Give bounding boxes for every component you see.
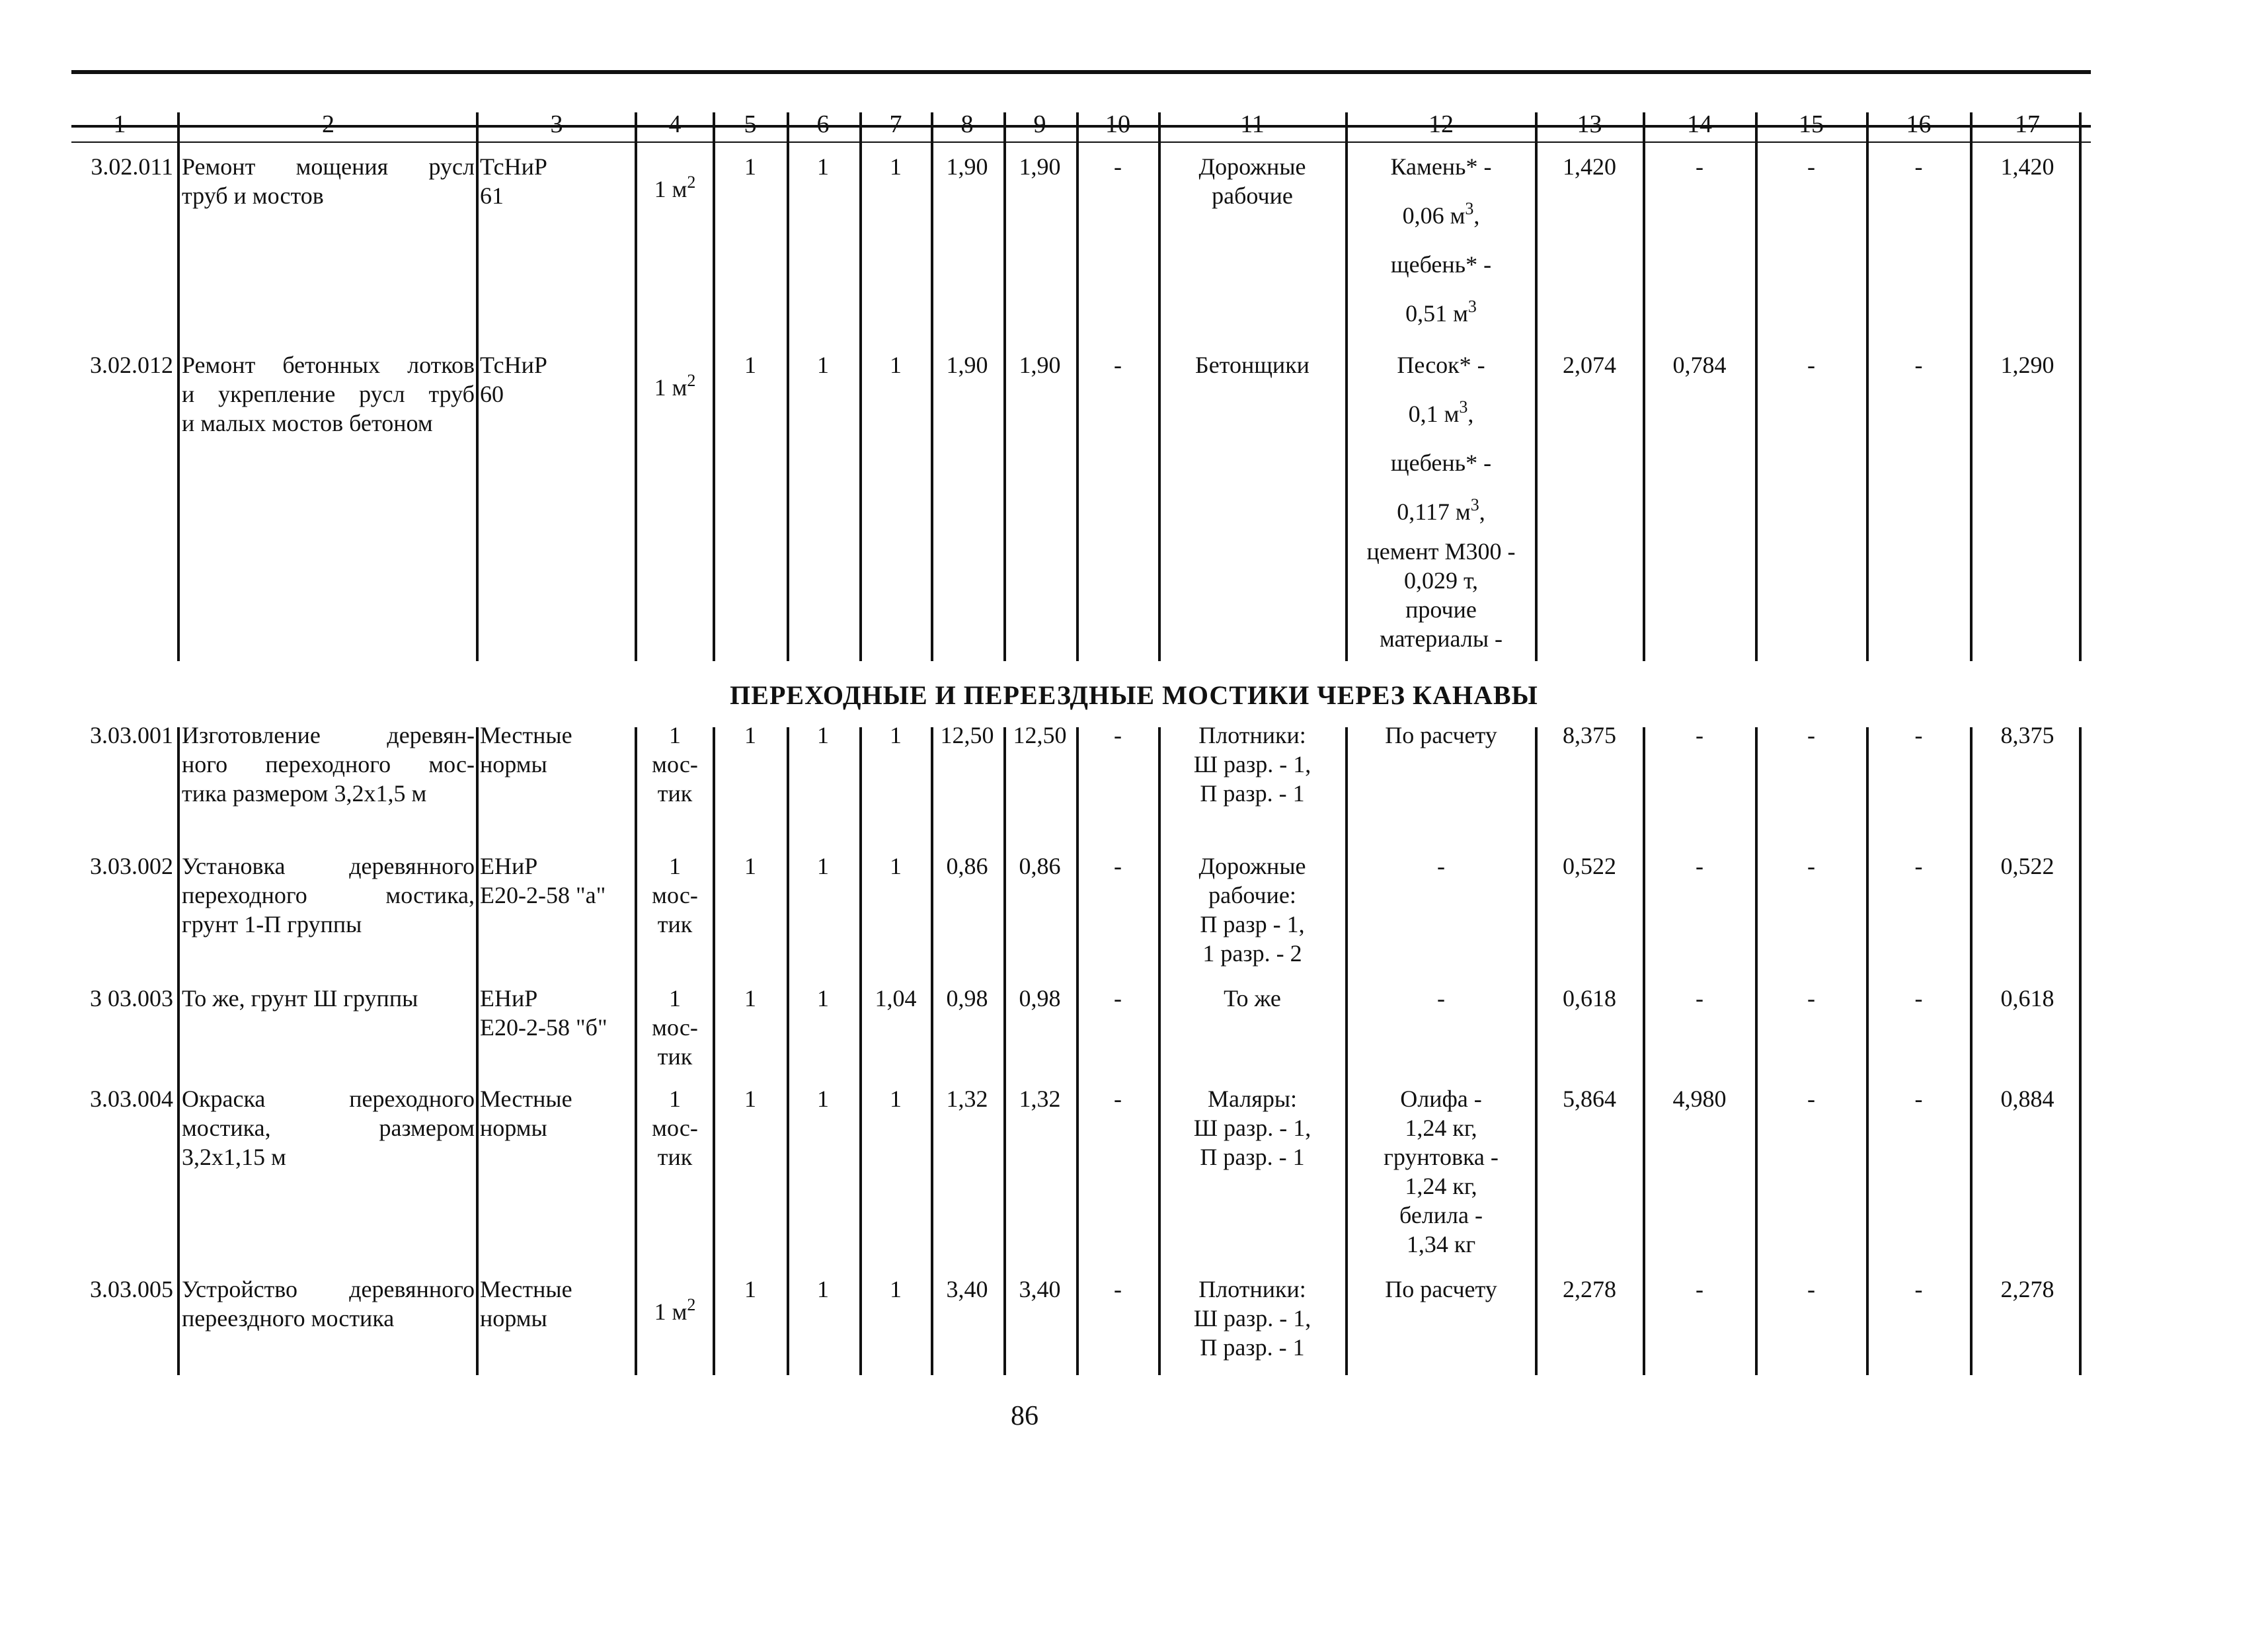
row-workers-line: рабочие: [1212, 182, 1293, 209]
superscript: 3: [1459, 397, 1468, 417]
row-basis-line: ТсНиР: [480, 352, 547, 378]
row-materials-line: 1,24 кг,: [1405, 1173, 1477, 1199]
row-value-c10: -: [1114, 1276, 1122, 1302]
row-value-c17: 0,884: [2000, 1086, 2054, 1112]
column-rule: [1535, 127, 1538, 661]
row-unit-line: мос-: [652, 1014, 698, 1041]
row-name-line: ного переходного мос-: [182, 751, 475, 777]
row-unit-line: мос-: [652, 751, 698, 777]
row-basis-line: ЕНиР: [480, 853, 538, 879]
row-materials-line: Камень* -: [1390, 153, 1492, 180]
row-value-c16: -: [1914, 1276, 1923, 1302]
column-rule: [177, 127, 180, 661]
row-materials-line: материалы -: [1380, 625, 1503, 652]
row-value-c8: 1,32: [946, 1086, 988, 1112]
row-unit-line: тик: [657, 1144, 693, 1170]
row-basis-line: Местные: [480, 722, 572, 748]
row-value-c13: 0,522: [1563, 853, 1616, 879]
row-materials-line: щебень* -: [1390, 251, 1492, 278]
row-materials-line: 0,029 т,: [1403, 567, 1479, 594]
header-cell: 12: [1428, 110, 1454, 138]
row-workers-line: П разр. - 1: [1200, 1334, 1305, 1361]
header-cell: 15: [1799, 110, 1824, 138]
header-cell: 6: [816, 110, 830, 138]
row-value-c16: -: [1914, 352, 1923, 378]
row-value-c15: -: [1807, 1086, 1815, 1112]
row-workers-line: Дорожные: [1198, 853, 1306, 879]
row-value-c8: 1,90: [946, 153, 988, 180]
row-unit-line: мос-: [652, 882, 698, 908]
row-materials-line: -: [1437, 985, 1445, 1012]
row-unit-line: 1: [669, 1086, 681, 1112]
column-rule: [1345, 127, 1348, 661]
row-value-c7: 1: [890, 722, 902, 748]
row-basis-line: Местные: [480, 1276, 572, 1302]
row-value-c10: -: [1114, 722, 1122, 748]
row-name-line: переходного мостика,: [182, 882, 475, 908]
row-value-c13: 1,420: [1563, 153, 1616, 180]
row-value-c6: 1: [817, 985, 829, 1012]
row-workers-line: Ш разр. - 1,: [1193, 1115, 1311, 1141]
header-cell: 7: [889, 110, 902, 138]
row-unit-line: мос-: [652, 1115, 698, 1141]
row-code: 3.03.005: [90, 1276, 173, 1302]
row-basis-line: ТсНиР: [480, 153, 547, 180]
column-rule: [1003, 127, 1006, 661]
row-name-line: Ремонт мощения русл: [182, 153, 475, 180]
column-rule: [177, 727, 180, 1375]
row-basis-line: 60: [480, 381, 504, 407]
row-unit-line: тик: [657, 780, 693, 807]
row-code: 3.03.001: [90, 722, 173, 748]
header-cell: 10: [1105, 110, 1130, 138]
row-value-c14: 4,980: [1672, 1086, 1727, 1112]
row-workers-line: Ш разр. - 1,: [1193, 1305, 1311, 1331]
row-value-c8: 1,90: [946, 352, 988, 378]
row-value-c10: -: [1114, 1086, 1122, 1112]
row-value-c5: 1: [744, 153, 756, 180]
header-cell: 11: [1240, 110, 1265, 138]
row-unit: 1 $м^2$: [654, 371, 696, 401]
table-top-rule: [71, 70, 2091, 74]
row-materials-line: 1,24 кг,: [1405, 1115, 1477, 1141]
row-materials-line: 0,117 $м^3$,: [1397, 495, 1485, 525]
row-code: 3.03.004: [90, 1086, 173, 1112]
row-value-c9: 1,90: [1019, 153, 1061, 180]
row-value-c14: -: [1696, 722, 1703, 748]
row-value-c16: -: [1914, 722, 1923, 748]
row-unit: 1 $м^2$: [654, 1295, 696, 1325]
row-value-c13: 2,074: [1563, 352, 1616, 378]
row-value-c6: 1: [817, 1086, 829, 1112]
row-value-c15: -: [1807, 352, 1815, 378]
row-materials-line: 0,06 $м^3$,: [1402, 199, 1480, 229]
row-materials-line: грунтовка -: [1384, 1144, 1499, 1170]
row-value-c8: 0,86: [946, 853, 988, 879]
column-rule: [713, 127, 715, 661]
column-rule: [1643, 127, 1645, 661]
row-value-c10: -: [1114, 985, 1122, 1012]
row-value-c5: 1: [744, 1086, 756, 1112]
row-value-c7: 1: [890, 1086, 902, 1112]
row-name-line: и укрепление русл труб: [182, 381, 475, 407]
row-name-line: Изготовление деревян-: [182, 722, 475, 748]
row-name-line: мостика, размером: [182, 1115, 475, 1141]
column-rule: [635, 727, 637, 1375]
row-value-c15: -: [1807, 1276, 1815, 1302]
row-materials-line: По расчету: [1385, 1276, 1497, 1302]
row-basis-line: Местные: [480, 1086, 572, 1112]
row-unit-line: 1: [669, 722, 681, 748]
row-value-c15: -: [1807, 722, 1815, 748]
row-name-line: и малых мостов бетоном: [182, 410, 433, 436]
header-cell: 9: [1033, 110, 1046, 138]
header-cell: 17: [2015, 110, 2040, 138]
row-value-c17: 1,420: [2000, 153, 2054, 180]
row-value-c10: -: [1114, 853, 1122, 879]
header-cell: 16: [1906, 110, 1932, 138]
header-cell: 1: [113, 110, 126, 138]
row-value-c14: -: [1696, 153, 1703, 180]
row-name-line: Окраска переходного: [182, 1086, 475, 1112]
row-workers-line: Плотники:: [1198, 722, 1306, 748]
row-basis-line: ЕНиР: [480, 985, 538, 1012]
row-name-line: переездного мостика: [182, 1305, 395, 1331]
column-rule: [931, 127, 933, 661]
row-value-c16: -: [1914, 985, 1923, 1012]
row-unit-line: 1: [669, 985, 681, 1012]
row-workers-line: П разр. - 1: [1200, 1144, 1305, 1170]
row-value-c5: 1: [744, 853, 756, 879]
row-value-c10: -: [1114, 153, 1122, 180]
header-cell: 5: [744, 110, 757, 138]
superscript: 3: [1467, 297, 1477, 316]
column-rule: [635, 127, 637, 661]
row-value-c13: 2,278: [1563, 1276, 1616, 1302]
row-value-c6: 1: [817, 1276, 829, 1302]
row-value-c17: 0,618: [2000, 985, 2054, 1012]
row-workers-line: П разр - 1,: [1200, 911, 1305, 937]
row-value-c6: 1: [817, 352, 829, 378]
row-value-c14: -: [1696, 853, 1703, 879]
row-value-c15: -: [1807, 153, 1815, 180]
column-rule: [476, 127, 479, 661]
row-value-c5: 1: [744, 1276, 756, 1302]
row-workers-line: Ш разр. - 1,: [1193, 751, 1311, 777]
header-bottom-rule: [71, 141, 2091, 143]
column-rule: [1970, 127, 1973, 661]
row-materials-line: Песок* -: [1397, 352, 1485, 378]
row-name-line: Устройство деревянного: [182, 1276, 475, 1302]
row-workers-line: Бетонщики: [1195, 352, 1310, 378]
row-value-c7: 1: [890, 153, 902, 180]
row-materials-line: 0,51 $м^3$: [1405, 297, 1477, 327]
row-materials-line: 1,34 кг: [1406, 1231, 1476, 1257]
row-value-c13: 0,618: [1563, 985, 1616, 1012]
row-value-c6: 1: [817, 853, 829, 879]
row-workers-line: Плотники:: [1198, 1276, 1306, 1302]
row-value-c7: 1: [890, 352, 902, 378]
row-value-c16: -: [1914, 1086, 1923, 1112]
row-name-line: тика размером 3,2х1,5 м: [182, 780, 427, 807]
row-value-c13: 5,864: [1563, 1086, 1616, 1112]
row-value-c9: 0,86: [1019, 853, 1061, 879]
row-value-c7: 1: [890, 1276, 902, 1302]
row-value-c14: 0,784: [1672, 352, 1727, 378]
row-name-line: 3,2х1,15 м: [182, 1144, 286, 1170]
row-basis-line: 61: [480, 182, 504, 209]
row-code: 3.02.011: [91, 153, 173, 180]
superscript: 2: [687, 173, 696, 192]
row-materials-line: белила -: [1399, 1202, 1483, 1228]
row-value-c7: 1: [890, 853, 902, 879]
column-rule: [476, 727, 479, 1375]
column-rule: [1345, 727, 1348, 1375]
row-unit: 1 $м^2$: [654, 173, 696, 202]
row-basis-line: нормы: [480, 1115, 547, 1141]
superscript: 2: [687, 371, 696, 390]
row-value-c6: 1: [817, 153, 829, 180]
row-value-c15: -: [1807, 853, 1815, 879]
row-value-c5: 1: [744, 985, 756, 1012]
row-code: 3 03.003: [90, 985, 173, 1012]
column-rule: [1076, 127, 1079, 661]
row-basis-line: нормы: [480, 1305, 547, 1331]
header-cell: 2: [322, 110, 334, 138]
row-value-c17: 0,522: [2000, 853, 2054, 879]
row-value-c9: 1,32: [1019, 1086, 1061, 1112]
row-value-c16: -: [1914, 153, 1923, 180]
row-code: 3.03.002: [90, 853, 173, 879]
row-basis-line: Е20-2-58 "б": [480, 1014, 607, 1041]
row-unit-line: тик: [657, 911, 693, 937]
row-value-c16: -: [1914, 853, 1923, 879]
column-rule: [859, 127, 862, 661]
row-name-line: Установка деревянного: [182, 853, 475, 879]
column-rule: [1755, 127, 1758, 661]
row-value-c8: 0,98: [946, 985, 988, 1012]
row-workers-line: рабочие:: [1208, 882, 1296, 908]
row-unit-line: тик: [657, 1043, 693, 1070]
row-value-c17: 1,290: [2000, 352, 2054, 378]
row-materials-line: цемент М300 -: [1366, 538, 1516, 565]
row-value-c9: 1,90: [1019, 352, 1061, 378]
row-materials-line: -: [1437, 853, 1445, 879]
column-rule: [2079, 127, 2082, 661]
row-unit-line: 1: [669, 853, 681, 879]
row-basis-line: Е20-2-58 "а": [480, 882, 606, 908]
row-value-c6: 1: [817, 722, 829, 748]
header-cell: 8: [960, 110, 974, 138]
row-value-c9: 0,98: [1019, 985, 1061, 1012]
row-code: 3.02.012: [90, 352, 173, 378]
row-materials-line: По расчету: [1385, 722, 1497, 748]
row-value-c17: 8,375: [2000, 722, 2054, 748]
row-value-c9: 12,50: [1013, 722, 1067, 748]
row-value-c14: -: [1696, 1276, 1703, 1302]
row-name-line: грунт 1-П группы: [182, 911, 362, 937]
header-cell: 14: [1687, 110, 1712, 138]
row-workers-line: Маляры:: [1207, 1086, 1298, 1112]
row-name-line: труб и мостов: [182, 182, 324, 209]
row-name-line: Ремонт бетонных лотков: [182, 352, 475, 378]
row-value-c7: 1,04: [875, 985, 917, 1012]
header-cell: 4: [668, 110, 682, 138]
header-cell: 13: [1577, 110, 1602, 138]
header-cell: 3: [550, 110, 563, 138]
row-materials-line: Олифа -: [1400, 1086, 1482, 1112]
row-value-c14: -: [1696, 985, 1703, 1012]
row-value-c17: 2,278: [2000, 1276, 2054, 1302]
superscript: 3: [1465, 199, 1474, 218]
row-basis-line: нормы: [480, 751, 547, 777]
row-value-c5: 1: [744, 352, 756, 378]
column-rule: [787, 127, 789, 661]
row-value-c5: 1: [744, 722, 756, 748]
row-value-c8: 3,40: [946, 1276, 988, 1302]
section-title: ПЕРЕХОДНЫЕ И ПЕРЕЕЗДНЫЕ МОСТИКИ ЧЕРЕЗ КАНАВЫ: [730, 680, 1538, 710]
row-workers-line: 1 разр. - 2: [1202, 940, 1302, 967]
row-workers-line: Дорожные: [1198, 153, 1306, 180]
row-workers-line: П разр. - 1: [1200, 780, 1305, 807]
row-workers-line: То же: [1224, 985, 1281, 1012]
row-value-c9: 3,40: [1019, 1276, 1061, 1302]
page-number: 86: [1011, 1401, 1038, 1431]
row-materials-line: прочие: [1405, 596, 1477, 623]
row-value-c10: -: [1114, 352, 1122, 378]
row-value-c15: -: [1807, 985, 1815, 1012]
row-name-line: То же, грунт Ш группы: [182, 985, 418, 1012]
row-value-c13: 8,375: [1563, 722, 1616, 748]
row-value-c8: 12,50: [940, 722, 994, 748]
column-rule: [1866, 127, 1869, 661]
row-materials-line: 0,1 $м^3$,: [1408, 397, 1474, 427]
superscript: 2: [687, 1295, 696, 1314]
superscript: 3: [1470, 495, 1479, 514]
row-materials-line: щебень* -: [1390, 450, 1492, 476]
